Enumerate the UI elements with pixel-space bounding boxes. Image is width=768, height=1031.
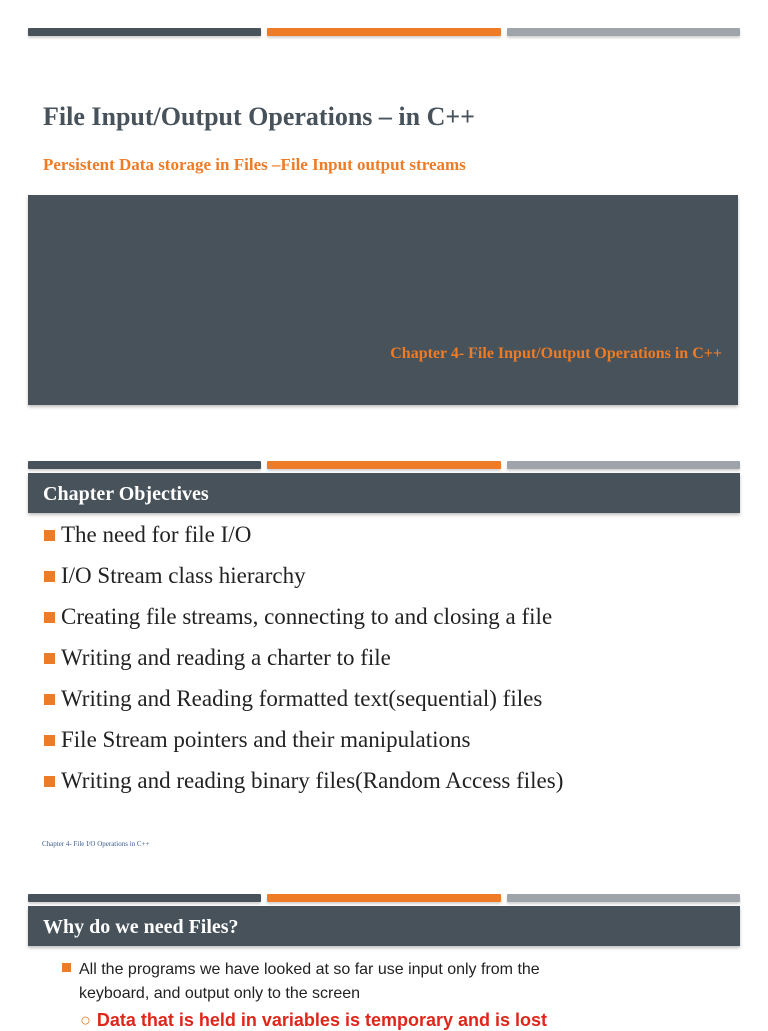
slide1-chapter-label: Chapter 4- File Input/Output Operations in C++ — [390, 345, 722, 362]
ring-bullet-icon: ○ — [80, 1010, 91, 1030]
list-item — [44, 645, 563, 686]
bullet-line-1: All the programs we have looked at so far use input only from the — [79, 961, 540, 978]
square-bullet-icon — [44, 694, 55, 705]
top-bar-dark — [28, 461, 261, 469]
slide3-heading-band — [28, 906, 740, 946]
square-bullet-icon — [62, 963, 71, 972]
square-bullet-icon — [44, 612, 55, 623]
list-item-text: File Stream pointers and their manipulations — [61, 727, 471, 752]
list-item-text: Creating file streams, connecting to and closing a file — [61, 604, 553, 629]
list-item-text — [79, 958, 540, 1006]
list-item-text: Writing and Reading formatted text(sequential) files — [61, 686, 543, 711]
square-bullet-icon — [44, 653, 55, 664]
slide1-cover-box — [28, 195, 738, 405]
sub-bullet-text: Data that is held in variables is temporary and is lost — [96, 1010, 548, 1030]
list-item-text: Writing and reading binary files(Random Access files) — [61, 768, 564, 793]
list-item — [44, 686, 563, 727]
square-bullet-icon — [44, 776, 55, 787]
list-item-text: Writing and reading a charter to file — [61, 645, 391, 670]
sub-bullet — [80, 1010, 547, 1031]
why-list — [62, 958, 540, 1006]
list-item — [62, 958, 540, 1006]
slide2-heading: Chapter Objectives — [43, 483, 209, 505]
objectives-list — [44, 522, 563, 809]
square-bullet-icon — [44, 735, 55, 746]
slide1-top-bars — [28, 28, 740, 36]
list-item — [44, 727, 563, 768]
top-bar-gray — [507, 894, 740, 902]
square-bullet-icon — [44, 530, 55, 541]
top-bar-orange — [267, 461, 500, 469]
top-bar-gray — [507, 28, 740, 36]
slide2-footer: Chapter 4- File I/O Operations in C++ — [42, 840, 150, 848]
slide1-title: File Input/Output Operations – in C++ — [43, 102, 475, 131]
list-item — [44, 563, 563, 604]
list-item-text: The need for file I/O — [61, 522, 252, 547]
slide3-top-bars — [28, 894, 740, 902]
bullet-line-2: keyboard, and output only to the screen — [79, 985, 361, 1002]
list-item — [44, 604, 563, 645]
top-bar-orange — [267, 894, 500, 902]
top-bar-dark — [28, 894, 261, 902]
list-item — [44, 768, 563, 809]
slide3-heading: Why do we need Files? — [43, 916, 239, 938]
square-bullet-icon — [44, 571, 55, 582]
slide1-subtitle: Persistent Data storage in Files –File Input output streams — [43, 155, 466, 174]
slide2-heading-band — [28, 473, 740, 513]
top-bar-dark — [28, 28, 261, 36]
list-item — [44, 522, 563, 563]
top-bar-orange — [267, 28, 500, 36]
top-bar-gray — [507, 461, 740, 469]
slide2-top-bars — [28, 461, 740, 469]
list-item-text: I/O Stream class hierarchy — [61, 563, 306, 588]
